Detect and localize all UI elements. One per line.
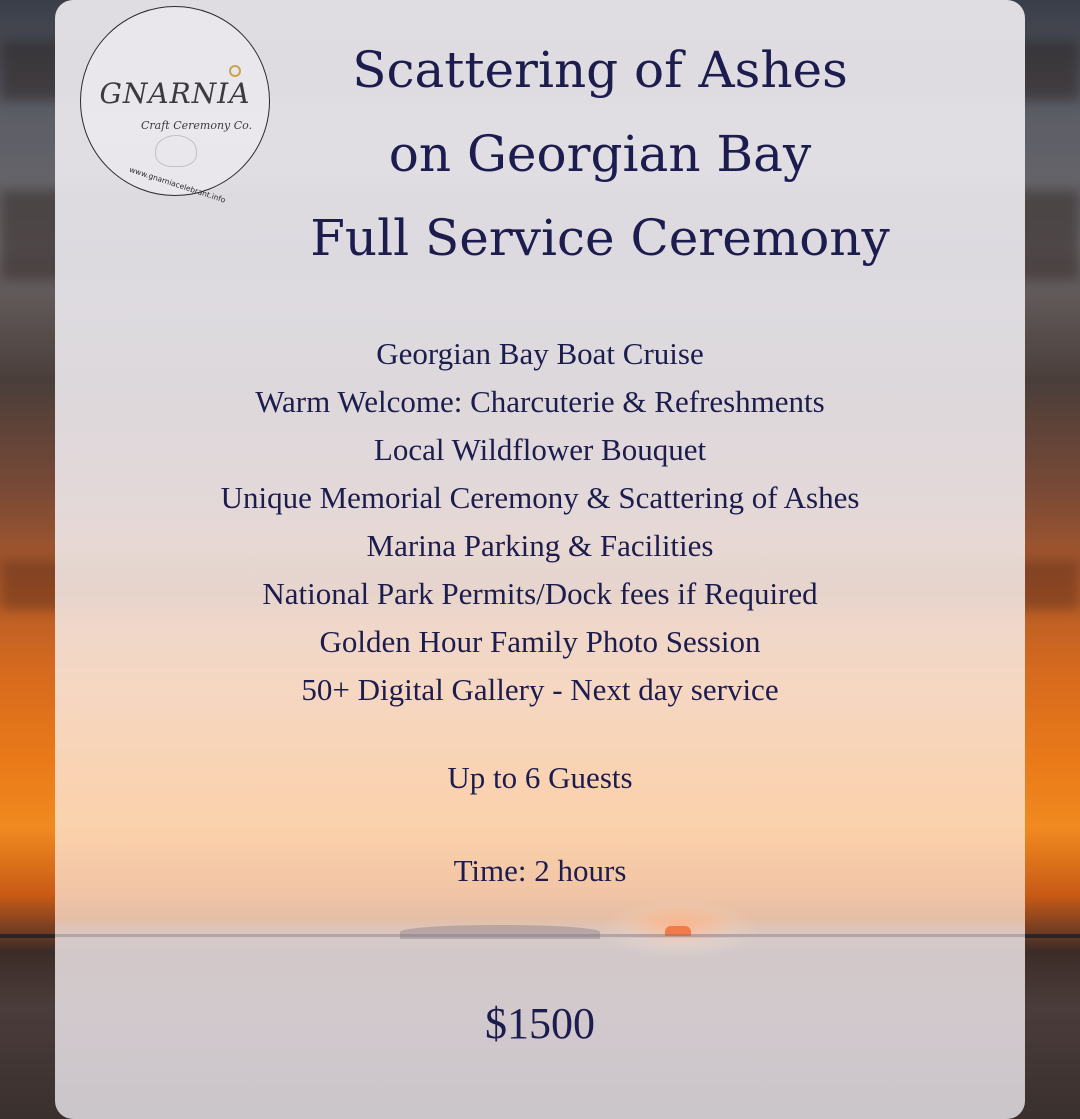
- feature-item: Unique Memorial Ceremony & Scattering of Ashes: [220, 480, 860, 515]
- page-title: [250, 28, 950, 280]
- feature-item: Marina Parking & Facilities: [366, 528, 714, 563]
- logo-subtitle: Craft Ceremony Co.: [141, 119, 253, 132]
- feature-item: Georgian Bay Boat Cruise: [376, 336, 704, 371]
- duration: Time: 2 hours: [453, 853, 627, 888]
- panel-sun-glow: [625, 905, 735, 945]
- feature-list: [140, 330, 940, 714]
- feature-item: 50+ Digital Gallery - Next day service: [301, 672, 779, 707]
- title-line: Scattering of Ashes: [352, 41, 848, 99]
- brand-logo: [80, 6, 270, 205]
- tree-icon: [155, 135, 197, 167]
- feature-item: Local Wildflower Bouquet: [373, 432, 707, 467]
- price: $1500: [485, 999, 595, 1048]
- title-line: on Georgian Bay: [388, 125, 812, 183]
- logo-ring-icon: [229, 65, 241, 77]
- guest-count: Up to 6 Guests: [447, 760, 633, 795]
- title-line: Full Service Ceremony: [310, 209, 890, 267]
- logo-brand-name: GNARNIA: [99, 77, 251, 110]
- feature-item: National Park Permits/Dock fees if Required: [262, 576, 818, 611]
- feature-item: Golden Hour Family Photo Session: [319, 624, 761, 659]
- logo-url: www.gnarniacelebrant.info: [128, 165, 227, 205]
- panel-horizon-line: [55, 934, 1025, 937]
- feature-item: Warm Welcome: Charcuterie & Refreshments: [255, 384, 825, 419]
